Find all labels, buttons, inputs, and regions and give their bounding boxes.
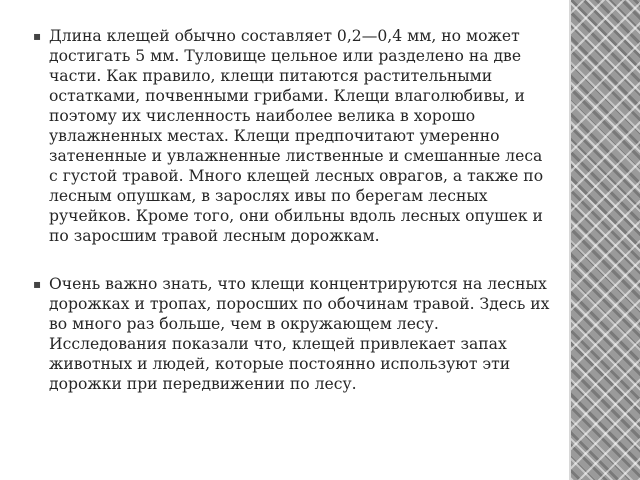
bullet-paragraph-2 xyxy=(33,274,553,394)
bullet-icon: ▪ xyxy=(33,277,42,291)
bullet-paragraph-1 xyxy=(33,26,553,246)
paragraph-text-2: Очень важно знать, что клещи концентрируются на лесных дорожках и тропах, поросших по обочинам травой. Здесь их во много раз больше, чем в окружающем лесу. Исследования показали что, клещей привлекает запах животных и людей, которые постоянно используют эти дорожки при передвижении по лесу. xyxy=(49,275,550,393)
bullet-icon: ▪ xyxy=(33,29,42,43)
slide-body xyxy=(33,26,553,422)
paragraph-text-1: Длина клещей обычно составляет 0,2—0,4 мм, но может достигать 5 мм. Туловище цельное или разделено на две части. Как правило, клещи питаются растительными остатками, почвенными грибами. Клещи влаголюбивы, и поэтому их численность наиболее велика в хорошо увлажненных местах. Клещи предпочитают умеренно затененные и увлажненные лиственные и смешанные леса с густой травой. Много клещей лесных оврагов, а также по лесным опушкам, в зарослях ивы по берегам лесных ручейков. Кроме того, они обильны вдоль лесных опушек и по заросшим травой лесным дорожкам. xyxy=(49,27,544,245)
decorative-pattern-strip xyxy=(571,0,640,480)
